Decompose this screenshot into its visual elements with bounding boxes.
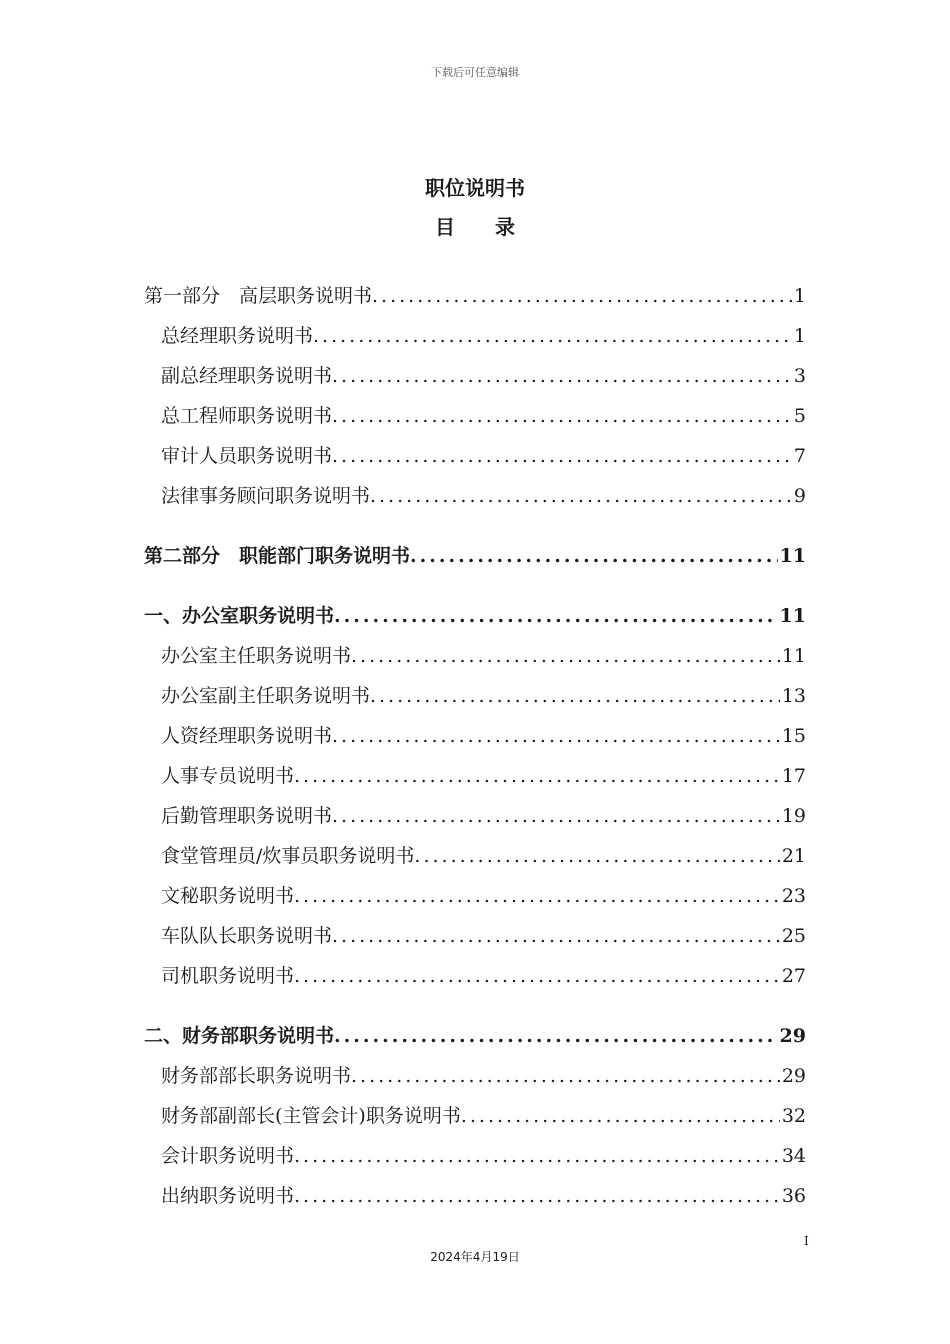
toc-entry[interactable]	[144, 476, 806, 516]
toc-dot-leader	[372, 276, 792, 316]
toc-entry-page: 23	[781, 885, 806, 907]
toc-dot-leader	[351, 1056, 780, 1096]
toc-entry[interactable]	[144, 676, 806, 716]
toc-entry-page: 11	[779, 605, 806, 627]
toc-spacer	[144, 576, 806, 596]
toc-entry-page: 17	[781, 765, 806, 787]
toc-entry-page: 1	[793, 325, 806, 347]
toc-entry-label: 财务部副部长(主管会计)职务说明书	[161, 1105, 461, 1127]
toc-entry[interactable]	[144, 1056, 806, 1096]
toc-entry-label: 办公室主任职务说明书	[161, 645, 352, 667]
toc-entry-label: 办公室副主任职务说明书	[161, 685, 371, 707]
toc-dot-leader	[313, 316, 792, 356]
toc-heading: 目录	[435, 215, 555, 239]
toc-entry[interactable]	[144, 536, 806, 576]
toc-entry-label: 副总经理职务说明书	[161, 365, 333, 387]
toc-entry-page: 5	[793, 405, 806, 427]
toc-entry-label: 第二部分 职能部门职务说明书	[144, 545, 411, 567]
toc-entry[interactable]	[144, 1096, 806, 1136]
toc-entry-page: 13	[781, 685, 806, 707]
toc-entry[interactable]	[144, 796, 806, 836]
toc-entry-label: 食堂管理员/炊事员职务说明书	[161, 845, 415, 867]
toc-dot-leader	[334, 1016, 778, 1056]
toc-spacer	[144, 516, 806, 536]
toc-dot-leader	[332, 436, 792, 476]
page-number: I	[804, 1234, 809, 1248]
toc-dot-leader	[332, 356, 792, 396]
toc-entry[interactable]	[144, 916, 806, 956]
toc-entry-page: 11	[779, 545, 806, 567]
toc-entry-label: 文秘职务说明书	[161, 885, 295, 907]
toc-entry[interactable]	[144, 1136, 806, 1176]
toc-entry[interactable]	[144, 636, 806, 676]
toc-entry-page: 29	[781, 1065, 806, 1087]
toc-dot-leader	[461, 1096, 780, 1136]
toc-entry-label: 车队队长职务说明书	[161, 925, 333, 947]
toc-entry[interactable]	[144, 1176, 806, 1216]
table-of-contents	[144, 276, 806, 1216]
toc-entry-label: 总工程师职务说明书	[161, 405, 333, 427]
toc-entry[interactable]	[144, 956, 806, 996]
toc-dot-leader	[370, 676, 780, 716]
toc-entry-page: 27	[781, 965, 806, 987]
toc-entry-label: 总经理职务说明书	[161, 325, 314, 347]
toc-entry-page: 36	[781, 1185, 806, 1207]
toc-dot-leader	[294, 956, 780, 996]
toc-dot-leader	[294, 1176, 780, 1216]
toc-dot-leader	[370, 476, 792, 516]
toc-entry-page: 1	[793, 285, 806, 307]
toc-dot-leader	[332, 796, 780, 836]
toc-entry-page: 3	[793, 365, 806, 387]
toc-entry[interactable]	[144, 716, 806, 756]
toc-dot-leader	[332, 396, 792, 436]
toc-dot-leader	[414, 836, 779, 876]
toc-entry-label: 第一部分 高层职务说明书	[144, 285, 373, 307]
toc-entry-page: 15	[781, 725, 806, 747]
toc-dot-leader	[334, 596, 778, 636]
toc-entry-page: 9	[793, 485, 806, 507]
toc-entry[interactable]	[144, 1016, 806, 1056]
toc-entry[interactable]	[144, 316, 806, 356]
toc-entry-label: 出纳职务说明书	[161, 1185, 295, 1207]
toc-entry-page: 19	[781, 805, 806, 827]
toc-entry-page: 32	[781, 1105, 806, 1127]
page-header: 下载后可任意编辑	[431, 66, 519, 79]
toc-entry-label: 审计人员职务说明书	[161, 445, 333, 467]
toc-entry-label: 财务部部长职务说明书	[161, 1065, 352, 1087]
toc-entry-page: 29	[779, 1025, 806, 1047]
toc-dot-leader	[294, 1136, 780, 1176]
toc-dot-leader	[294, 876, 780, 916]
toc-entry[interactable]	[144, 876, 806, 916]
toc-dot-leader	[294, 756, 780, 796]
toc-entry[interactable]	[144, 836, 806, 876]
toc-entry-page: 7	[793, 445, 806, 467]
page-footer-date: 2024年4月19日	[430, 1250, 520, 1264]
toc-entry-label: 司机职务说明书	[161, 965, 295, 987]
toc-entry-page: 11	[781, 645, 806, 667]
toc-entry-label: 人资经理职务说明书	[161, 725, 333, 747]
toc-entry-label: 法律事务顾问职务说明书	[161, 485, 371, 507]
toc-entry[interactable]	[144, 596, 806, 636]
toc-spacer	[144, 996, 806, 1016]
toc-entry-label: 后勤管理职务说明书	[161, 805, 333, 827]
toc-dot-leader	[351, 636, 780, 676]
toc-entry[interactable]	[144, 756, 806, 796]
toc-entry-label: 一、办公室职务说明书	[144, 605, 335, 627]
toc-entry[interactable]	[144, 276, 806, 316]
toc-dot-leader	[410, 536, 778, 576]
toc-dot-leader	[332, 716, 780, 756]
toc-entry-label: 会计职务说明书	[161, 1145, 295, 1167]
toc-entry-label: 人事专员说明书	[161, 765, 295, 787]
toc-entry[interactable]	[144, 356, 806, 396]
toc-entry[interactable]	[144, 436, 806, 476]
toc-entry-page: 21	[781, 845, 806, 867]
toc-entry-page: 25	[781, 925, 806, 947]
toc-entry-label: 二、财务部职务说明书	[144, 1025, 335, 1047]
toc-entry[interactable]	[144, 396, 806, 436]
document-title: 职位说明书	[425, 176, 525, 200]
toc-dot-leader	[332, 916, 780, 956]
toc-entry-page: 34	[781, 1145, 806, 1167]
